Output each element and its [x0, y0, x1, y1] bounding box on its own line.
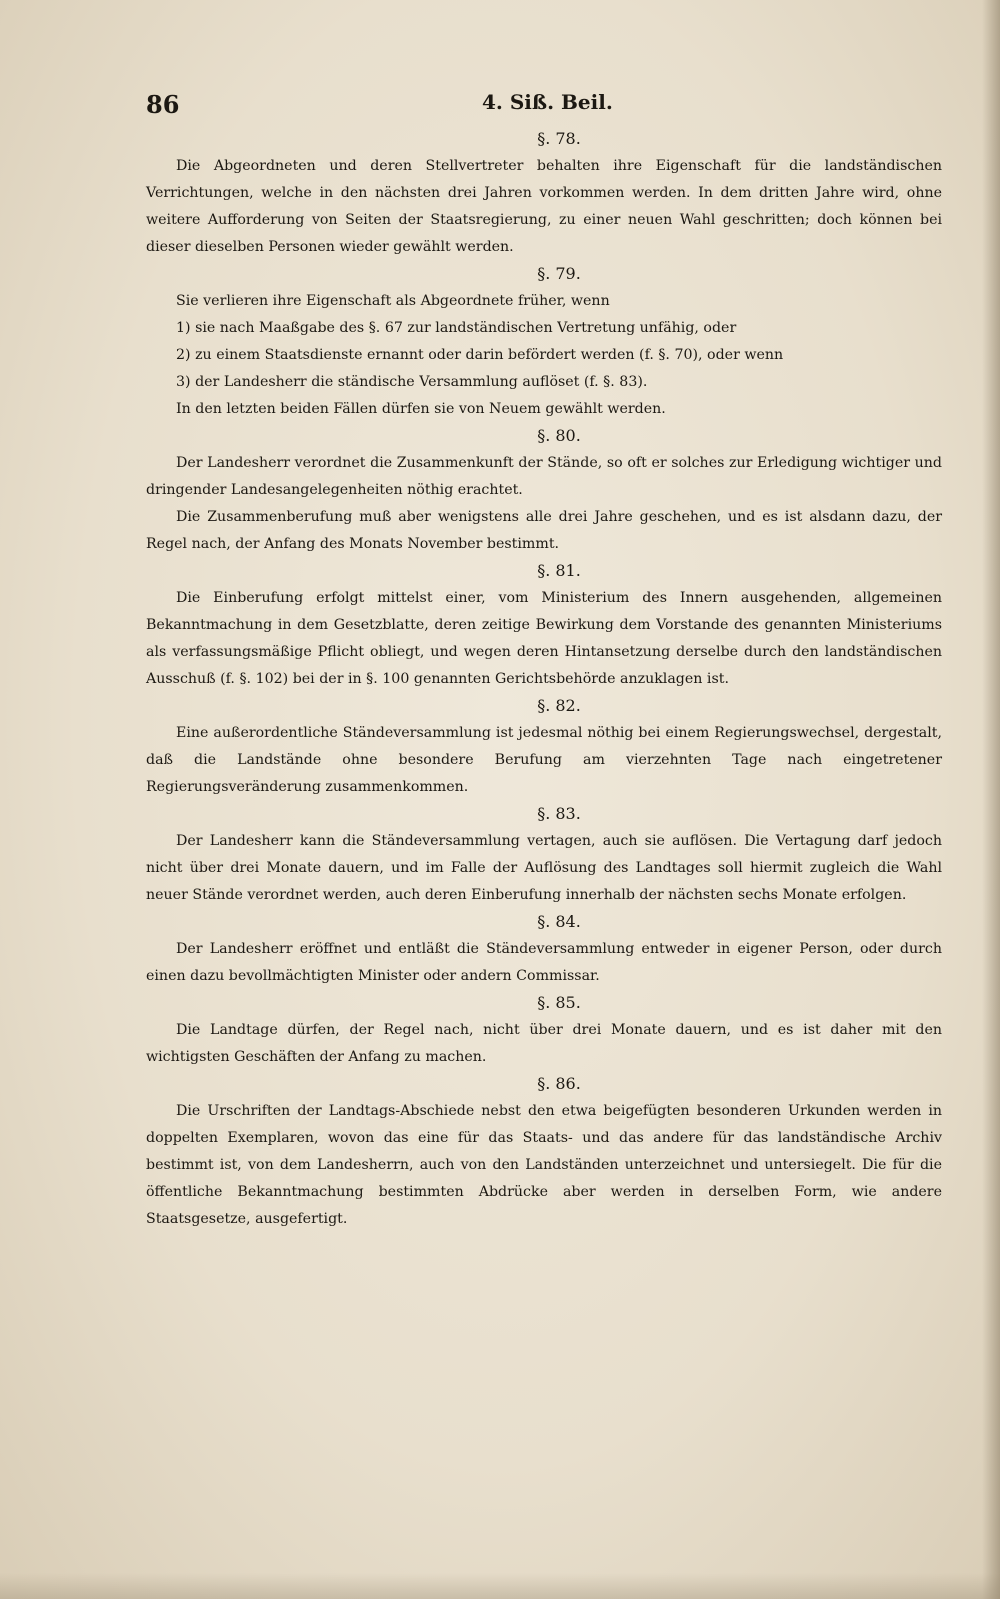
section-80 — [146, 423, 942, 558]
paragraph: Der Landesherr verordnet die Zusammenkunft der Stände, so oft er solches zur Erledigung wichtiger und dringender Landesangelegenheiten nöthig erachtet. — [146, 455, 942, 498]
paragraph: In den letzten beiden Fällen dürfen sie von Neuem gewählt werden. — [176, 401, 666, 417]
paragraph: Der Landesherr kann die Ständeversammlung vertagen, auch sie auflösen. Die Vertagung darf jedoch nicht über drei Monate dauern, und im Falle der Auflösung des Landtages soll hiermit zugleich die Wahl neuer Stände verordnet werden, auch deren Einberufung innerhalb der nächsten sechs Monate erfolgen. — [146, 833, 942, 903]
section-85 — [146, 990, 942, 1071]
page-bottom-shadow — [0, 1573, 1000, 1599]
paragraph: Sie verlieren ihre Eigenschaft als Abgeordnete früher, wenn — [176, 293, 610, 309]
section-86 — [146, 1071, 942, 1233]
section-heading: §. 86. — [537, 1074, 581, 1093]
paragraph: Die Zusammenberufung muß aber wenigstens alle drei Jahre geschehen, und es ist alsdann dazu, der Regel nach, der Anfang des Monats November bestimmt. — [146, 509, 942, 552]
section-heading: §. 85. — [537, 993, 581, 1012]
section-79 — [146, 261, 942, 423]
list-item: 3) der Landesherr die ständische Versammlung auflöset (f. §. 83). — [176, 374, 648, 390]
section-heading: §. 83. — [537, 804, 581, 823]
paragraph: Die Urschriften der Landtags-Abschiede nebst den etwa beigefügten besonderen Urkunden werden in doppelten Exemplaren, wovon das eine für das Staats- und das andere für das landständische Archiv bestimmt ist, von dem Landesherrn, auch von den Landständen unterzeichnet und untersiegelt. Die für die öffentliche Bekanntmachung bestimmten Abdrücke aber werden in derselben Form, wie andere Staatsgesetze, ausgefertigt. — [146, 1103, 942, 1227]
paragraph: Die Einberufung erfolgt mittelst einer, vom Ministerium des Innern ausgehenden, allgemeinen Bekanntmachung in dem Gesetzblatte, deren zeitige Bewirkung dem Vorstande des genannten Ministeriums als verfassungsmäßige Pflicht obliegt, und wegen deren Hintansetzung derselbe durch den landständischen Ausschuß (f. §. 102) bei der in §. 100 genannten Gerichtsbehörde anzuklagen ist. — [146, 590, 942, 687]
section-heading: §. 84. — [537, 912, 581, 931]
section-81 — [146, 558, 942, 693]
page-number: 86 — [146, 90, 180, 119]
running-head: 4. Siß. Beil. — [482, 90, 613, 114]
paragraph: Die Landtage dürfen, der Regel nach, nicht über drei Monate dauern, und es ist daher mit den wichtigsten Geschäften der Anfang zu machen. — [146, 1022, 942, 1065]
paragraph: Die Abgeordneten und deren Stellvertreter behalten ihre Eigenschaft für die landständischen Verrichtungen, welche in den nächsten drei Jahren vorkommen werden. In dem dritten Jahre wird, ohne weitere Aufforderung von Seiten der Staatsregierung, zu einer neuen Wahl geschritten; doch können bei dieser dieselben Personen wieder gewählt werden. — [146, 158, 942, 255]
section-heading: §. 81. — [537, 561, 581, 580]
list-item: 2) zu einem Staatsdienste ernannt oder darin befördert werden (f. §. 70), oder wenn — [176, 347, 784, 363]
page-edge-shadow — [982, 0, 1000, 1599]
paragraph: Eine außerordentliche Ständeversammlung ist jedesmal nöthig bei einem Regierungswechsel, dergestalt, daß die Landstände ohne besondere Berufung am vierzehnten Tage nach eingetretener Regierungsveränderung zusammenkommen. — [146, 725, 942, 795]
page-header — [146, 90, 946, 124]
section-heading: §. 78. — [537, 129, 581, 148]
section-83 — [146, 801, 942, 909]
section-84 — [146, 909, 942, 990]
section-heading: §. 79. — [537, 264, 581, 283]
paragraph: Der Landesherr eröffnet und entläßt die Ständeversammlung entweder in eigener Person, oder durch einen dazu bevollmächtigten Minister oder andern Commissar. — [146, 941, 942, 984]
list-item: 1) sie nach Maaßgabe des §. 67 zur landständischen Vertretung unfähig, oder — [176, 320, 737, 336]
section-heading: §. 82. — [537, 696, 581, 715]
page-body — [146, 126, 942, 1233]
section-heading: §. 80. — [537, 426, 581, 445]
section-78 — [146, 126, 942, 261]
section-82 — [146, 693, 942, 801]
